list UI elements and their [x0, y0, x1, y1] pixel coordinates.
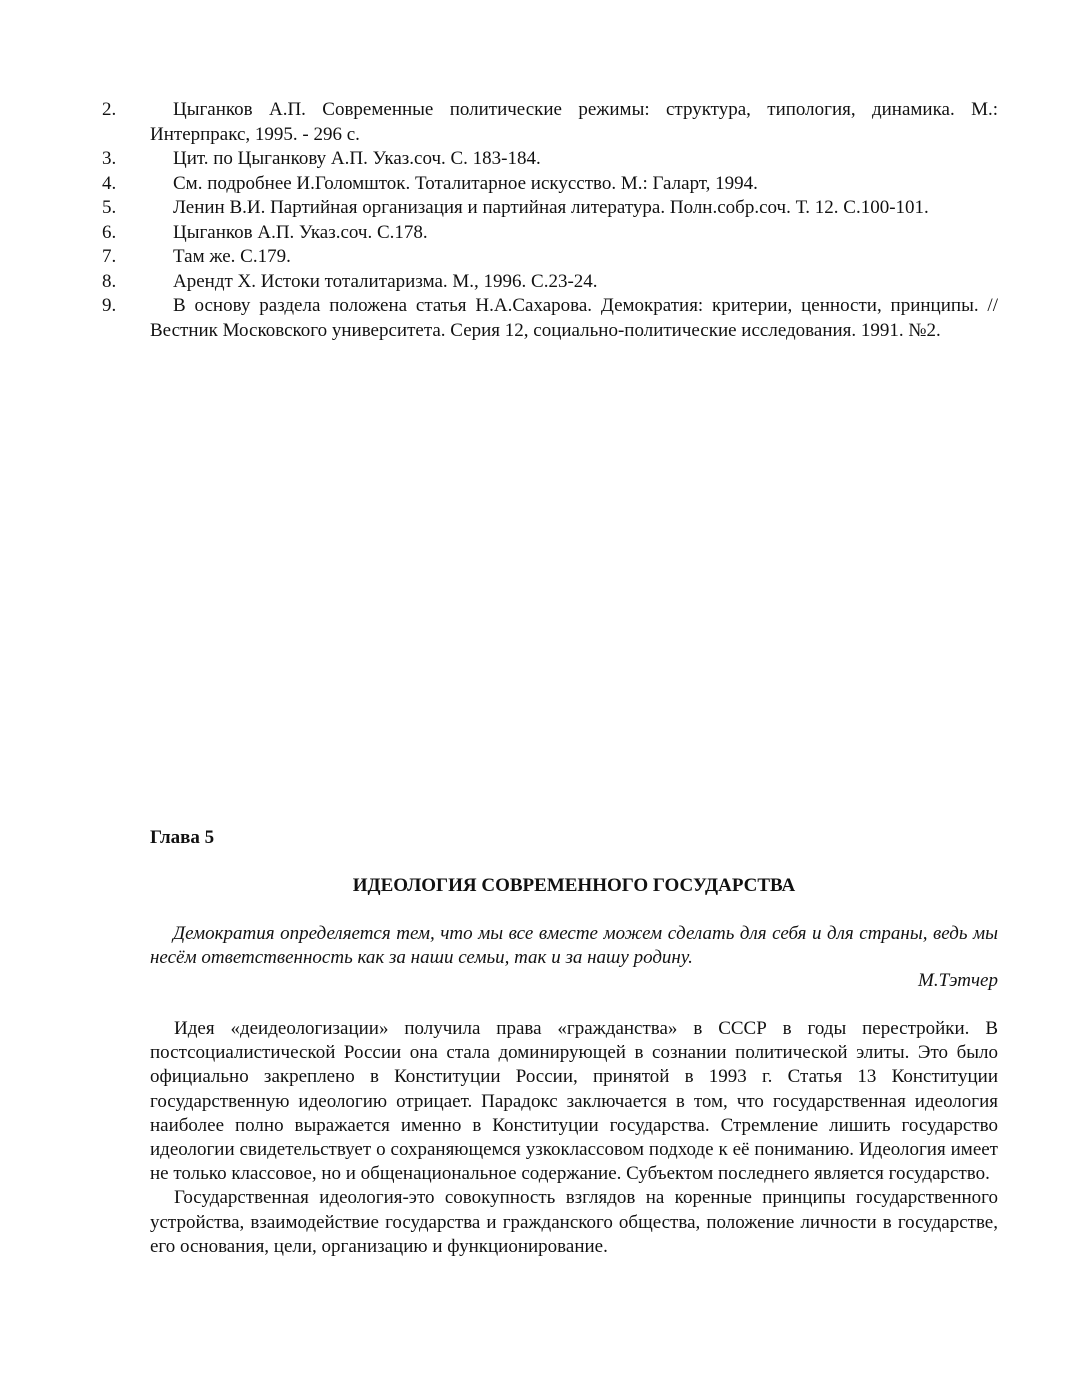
note-item [102, 147, 998, 172]
note-number: 2. [102, 99, 117, 120]
note-item [102, 270, 998, 295]
note-number: 9. [102, 295, 117, 316]
note-item [102, 98, 998, 147]
note-item [102, 294, 998, 343]
body-paragraph: Идея «деидеологизации» получила права «гражданства» в СССР в годы перестройки. В постсоциалистической России она стала доминирующей в сознании политической элиты. Это было официально закреплено в Конституции России, принятой в 1993 г. Статья 13 Конституции государственную идеологию отрицает. Парадокс заключается в том, что государственная идеология наиболее полно выражается именно в Конституции государства. Стремление лишить государство идеологии свидетельствует о сохраняющемся узкоклассовом подходе к её пониманию. Идеология имеет не только классовое, но и общенациональное содержание. Субъектом последнего является государство. [150, 1018, 998, 1185]
note-text: Цит. по Цыганкову А.П. Указ.соч. С. 183-184. [173, 148, 541, 169]
epigraph-author: М.Тэтчер [918, 970, 998, 991]
epigraph-text: Демократия определяется тем, что мы все вместе можем сделать для себя и для страны, ведь мы несём ответственность как за наши семьи, так и за нашу родину. [150, 923, 998, 968]
note-number: 3. [102, 148, 117, 169]
note-text: Цыганков А.П. Современные политические режимы: структура, типология, динамика. М.: Интерпракс, 1995. - 296 с. [150, 99, 998, 145]
note-text: Цыганков А.П. Указ.соч. С.178. [173, 221, 428, 243]
chapter-title: ИДЕОЛОГИЯ СОВРЕМЕННОГО ГОСУДАРСТВА [352, 875, 796, 896]
body-paragraph: Государственная идеология-это совокупность взглядов на коренные принципы государственного устройства, взаимодействие государства и гражданского общества, положение личности в государстве, его основания, цели, организацию и функционирование. [150, 1187, 998, 1257]
note-item [102, 172, 998, 197]
note-number: 6. [102, 221, 117, 243]
note-text: В основу раздела положена статья Н.А.Сахарова. Демократия: критерии, ценности, принципы. // Вестник Московского университета. Серия 12, социально-политические исследования. 1991. №2. [150, 295, 998, 341]
note-text: См. подробнее И.Голомшток. Тоталитарное искусство. М.: Галарт, 1994. [173, 172, 758, 194]
chapter-body [150, 1017, 998, 1259]
note-text: Ленин В.И. Партийная организация и партийная литература. Полн.собр.соч. Т. 12. С.100-101. [173, 197, 929, 218]
note-number: 5. [102, 197, 117, 218]
epigraph [150, 922, 998, 993]
note-number: 8. [102, 270, 117, 292]
note-number: 4. [102, 172, 117, 194]
note-text: Там же. С.179. [173, 246, 291, 267]
note-text: Арендт Х. Истоки тоталитаризма. М., 1996. С.23-24. [173, 270, 598, 292]
note-item [102, 221, 998, 246]
note-item [102, 245, 998, 270]
chapter-label: Глава 5 [150, 827, 215, 848]
note-item [102, 196, 998, 221]
note-number: 7. [102, 246, 117, 267]
notes-list [102, 98, 998, 343]
